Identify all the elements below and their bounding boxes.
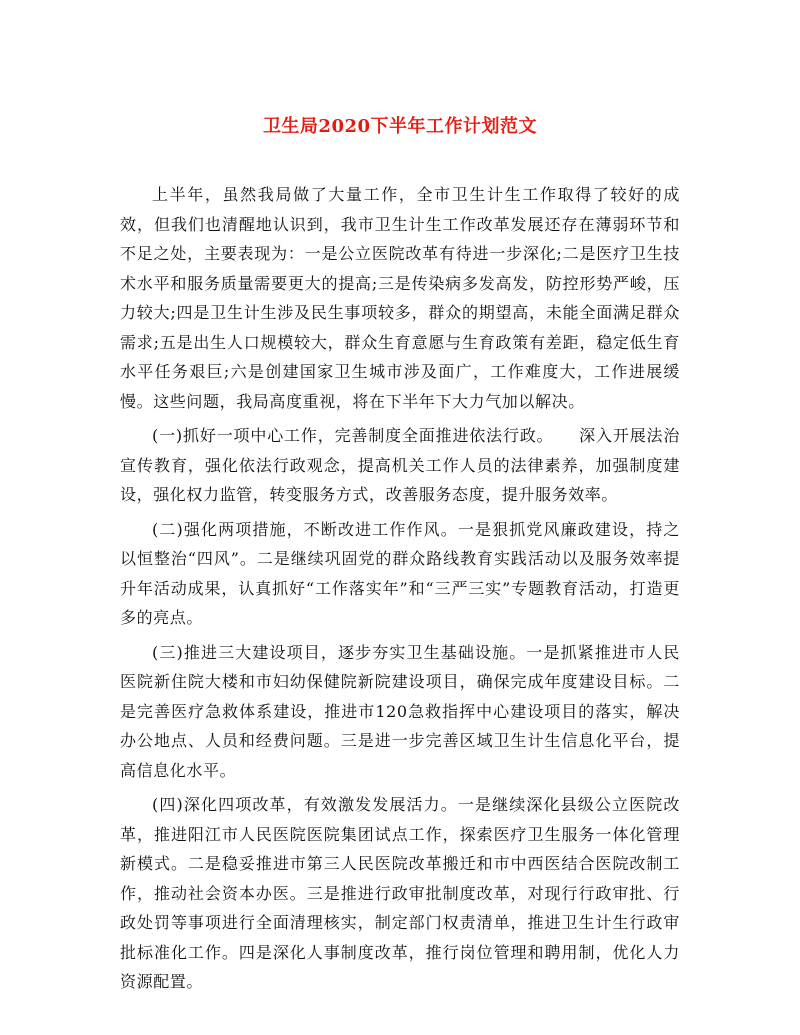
document-body bbox=[120, 180, 680, 1002]
paragraph-section-1: (一)抓好一项中心工作，完善制度全面推进依法行政。 深入开展法治宣传教育，强化依法行政观念，提高机关工作人员的法律素养，加强制度建设，强化权力监管，转变服务方式，改善服务态度，提升服务效率。 bbox=[120, 426, 680, 504]
paragraph-section-2: (二)强化两项措施，不断改进工作作风。一是狠抓党风廉政建设，持之以恒整治“四风”。二是继续巩固党的群众路线教育实践活动以及服务效率提升年活动成果，认真抓好“工作落实年”和“三严三实”专题教育活动，打造更多的亮点。 bbox=[120, 519, 680, 627]
document-title: 卫生局2020下半年工作计划范文 bbox=[262, 116, 538, 137]
paragraph-section-4: (四)深化四项改革，有效激发发展活力。一是继续深化县级公立医院改革，推进阳江市人民医院医院集团试点工作，探索医疗卫生服务一体化管理新模式。二是稳妥推进市第三人民医院改革搬迁和市中西医结合医院改制工作，推动社会资本办医。三是推进行政审批制度改革，对现行行政审批、行政处罚等事项进行全面清理核实，制定部门权责清单，推进卫生计生行政审批标准化工作。四是深化人事制度改革，推行岗位管理和聘用制，优化人力资源配置。 bbox=[120, 795, 680, 991]
paragraph-intro: 上半年，虽然我局做了大量工作，全市卫生计生工作取得了较好的成效，但我们也清醒地认识到，我市卫生计生工作改革发展还存在薄弱环节和不足之处，主要表现为：一是公立医院改革有待进一步深化;二是医疗卫生技术水平和服务质量需要更大的提高;三是传染病多发高发，防控形势严峻，压力较大;四是卫生计生涉及民生事项较多，群众的期望高，未能全面满足群众需求;五是出生人口规模较大，群众生育意愿与生育政策有差距，稳定低生育水平任务艰巨;六是创建国家卫生城市涉及面广，工作难度大，工作进展缓慢。这些问题，我局高度重视，将在下半年下大力气加以解决。 bbox=[120, 185, 680, 411]
paragraph-section-3: (三)推进三大建设项目，逐步夯实卫生基础设施。一是抓紧推进市人民医院新住院大楼和市妇幼保健院新院建设项目，确保完成年度建设目标。二是完善医疗急救体系建设，推进市120急救指挥中心建设项目的落实，解决办公地点、人员和经费问题。三是进一步完善区域卫生计生信息化平台，提高信息化水平。 bbox=[120, 642, 680, 780]
